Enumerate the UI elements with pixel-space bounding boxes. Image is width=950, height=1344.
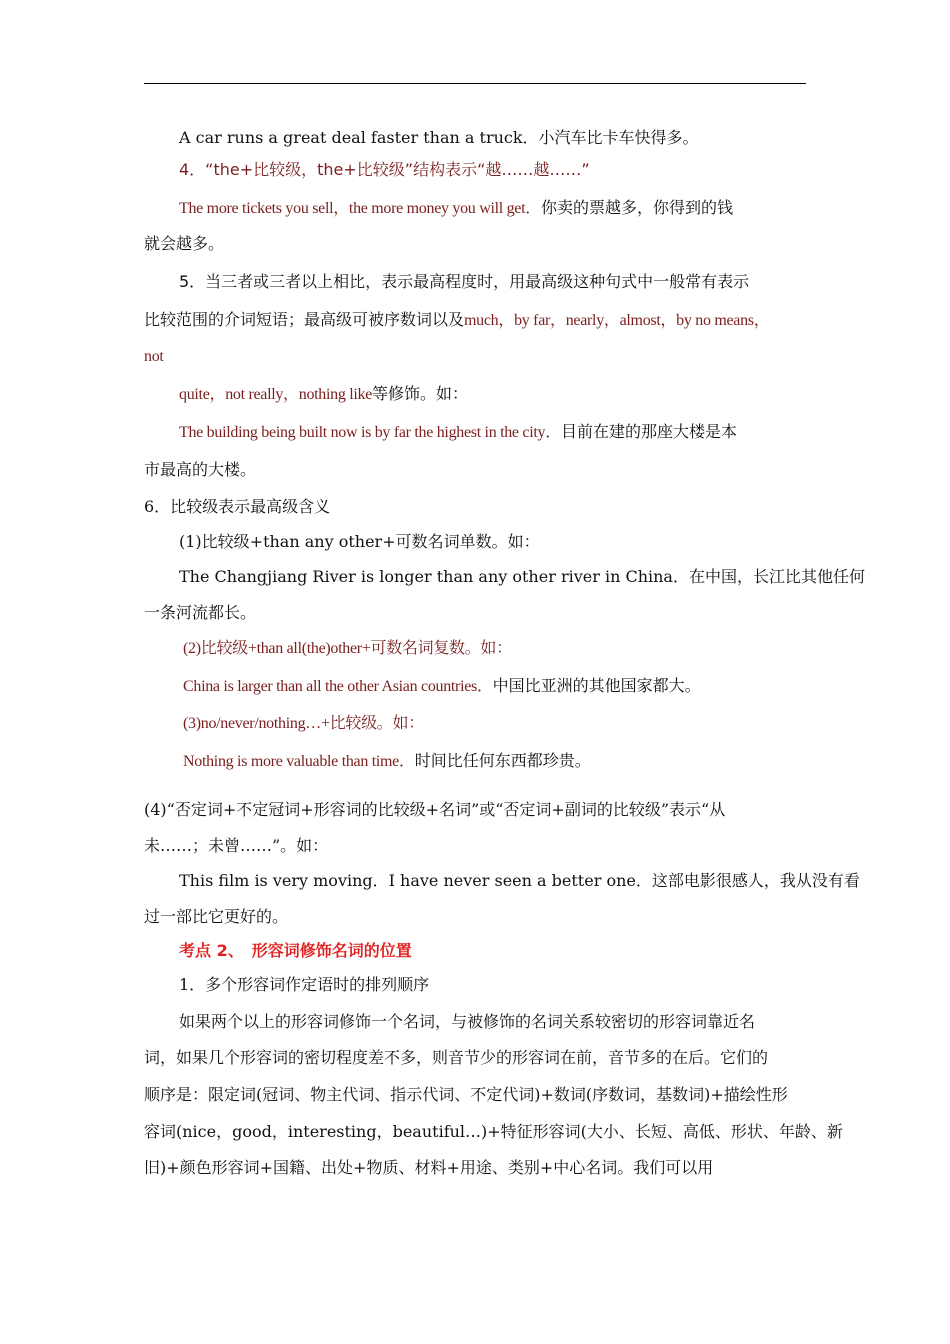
text-line [179,384,468,405]
rule-text: (3)no/never/nothing…+比较级。如： [183,715,424,732]
text-line: 未……；未曾……”。如： [144,836,329,855]
english-terms: much，by far，nearly，almost，by no means， [464,312,770,329]
text-line: 6．比较级表示最高级含义 [144,497,331,516]
english-terms: quite，not really，nothing like [179,386,373,403]
text-line: This film is very moving．I have never seen a better one．这部电影很感人，我从没有看 [179,871,860,890]
text-line [179,422,737,443]
text-line [183,751,591,772]
text-line: 容词(nice，good，interesting，beautiful…)+特征形容词(大小、长短、高低、形状、年龄、新 [144,1122,843,1141]
text-line: 4．“the+比较级，the+比较级”结构表示“越……越……” [179,160,590,179]
rule-text: (2)比较级+than all(the)other+可数名词复数。如： [183,640,512,657]
text-line: 如果两个以上的形容词修饰一个名词，与被修饰的名词关系较密切的形容词靠近名 [179,1012,756,1031]
chinese-text: 比较范围的介词短语；最高级可被序数词以及 [144,310,465,329]
text-line: 过一部比它更好的。 [144,907,289,926]
chinese-translation: 目前在建的那座大楼是本 [560,422,737,441]
english-sentence: China is larger than all the other Asian countries． [183,678,493,695]
english-sentence: Nothing is more valuable than time． [183,753,415,770]
chinese-translation: 你卖的票越多，你得到的钱 [540,198,733,217]
text-line: 旧)+颜色形容词+国籍、出处+物质、材料+用途、类别+中心名词。我们可以用 [144,1158,714,1177]
header-rule [144,83,806,84]
chinese-text: 等修饰。如： [372,384,469,403]
chinese-translation: 时间比任何东西都珍贵。 [414,751,591,770]
section-heading: 考点 2、 形容词修饰名词的位置 [179,941,412,960]
text-line: 1．多个形容词作定语时的排列顺序 [179,975,430,994]
text-line: 顺序是：限定词(冠词、物主代词、指示代词、不定代词)+数词(序数词，基数词)+描绘性形 [144,1085,788,1104]
english-sentence: The building being built now is by far the highest in the city． [179,424,561,441]
text-line: 市最高的大楼。 [144,460,257,479]
text-line [183,676,701,697]
chinese-translation: 中国比亚洲的其他国家都大。 [492,676,701,695]
text-line: 词，如果几个形容词的密切程度差不多，则音节少的形容词在前，音节多的在后。它们的 [144,1048,769,1067]
english-terms: not [144,348,164,365]
text-line: The Changjiang River is longer than any other river in China．在中国，长江比其他任何 [179,567,865,586]
text-line: (1)比较级+than any other+可数名词单数。如： [179,532,540,551]
text-line [144,310,769,331]
text-line [183,638,512,659]
text-line [183,713,424,734]
text-line: 就会越多。 [144,234,225,253]
text-line: 一条河流都长。 [144,603,257,622]
text-line: 5．当三者或三者以上相比，表示最高程度时，用最高级这种句式中一般常有表示 [179,272,750,291]
text-line: (4)“否定词+不定冠词+形容词的比较级+名词”或“否定词+副词的比较级”表示“从 [144,800,726,819]
text-line [144,346,164,367]
text-line [179,198,733,219]
text-line: A car runs a great deal faster than a truck．小汽车比卡车快得多。 [179,128,699,147]
english-sentence: The more tickets you sell，the more money you will get． [179,200,541,217]
